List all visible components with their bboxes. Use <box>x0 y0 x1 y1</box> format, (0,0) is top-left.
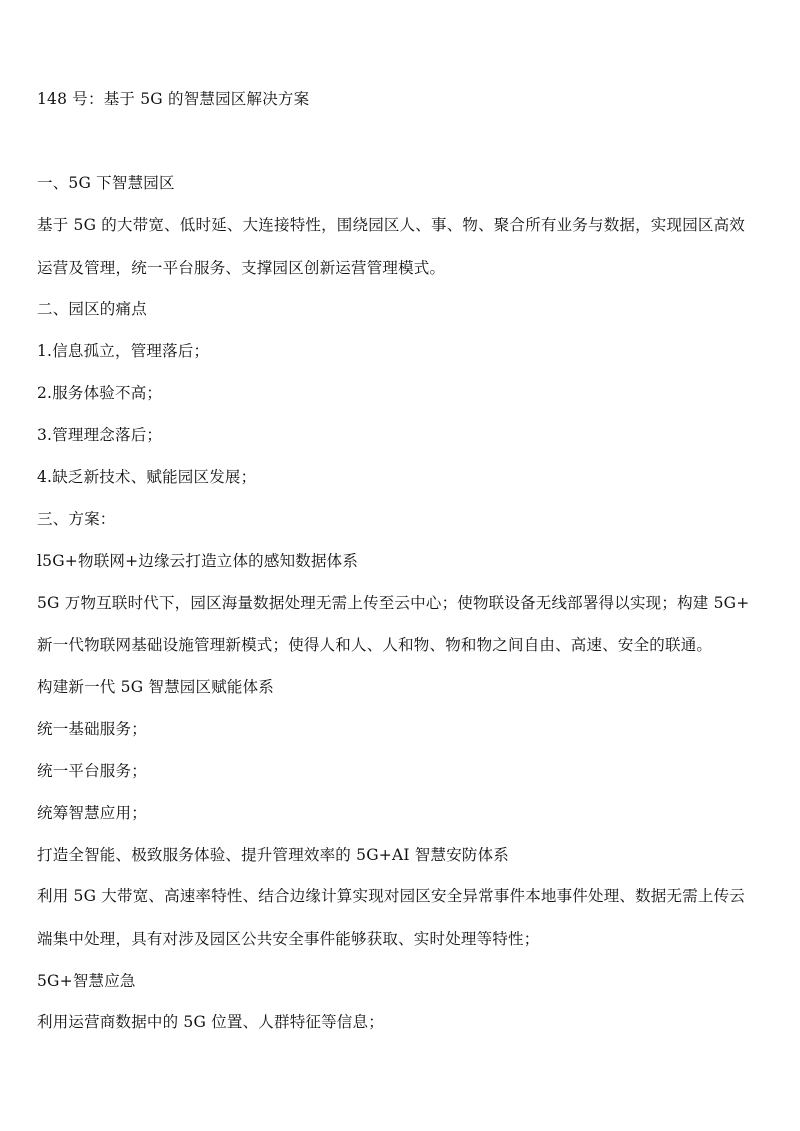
document-title: 148 号：基于 5G 的智慧园区解决方案 <box>37 90 310 108</box>
pain-point-item-4: 4.缺乏新技术、赋能园区发展； <box>37 468 257 486</box>
section-1-paragraph-line-1: 基于 5G 的大带宽、低时延、大连接特性，围绕园区人、事、物、聚合所有业务与数据，实现园区高效 <box>37 216 746 234</box>
subsection-3-line-2: 端集中处理，具有对涉及园区公共安全事件能够获取、实时处理等特性； <box>37 930 540 948</box>
subsection-title-3: 打造全智能、极致服务体验、提升管理效率的 5G+AI 智慧安防体系 <box>37 846 510 864</box>
pain-point-item-1: 1.信息孤立，管理落后； <box>37 342 210 360</box>
subsection-title-2: 构建新一代 5G 智慧园区赋能体系 <box>37 678 274 696</box>
subsection-1-line-1: 5G 万物互联时代下，园区海量数据处理无需上传至云中心；使物联设备无线部署得以实现；构建 5G+ <box>37 594 750 612</box>
section-heading-3: 三、方案： <box>37 510 116 528</box>
section-1-paragraph-line-2: 运营及管理，统一平台服务、支撑园区创新运营管理模式。 <box>37 259 446 277</box>
subsection-2-line-2: 统一平台服务； <box>37 762 147 780</box>
subsection-3-line-1: 利用 5G 大带宽、高速率特性、结合边缘计算实现对园区安全异常事件本地事件处理、数据无需上传云 <box>37 887 746 905</box>
subsection-title-4: 5G+智慧应急 <box>37 972 136 990</box>
subsection-2-line-3: 统筹智慧应用； <box>37 804 147 822</box>
subsection-2-line-1: 统一基础服务； <box>37 720 147 738</box>
subsection-1-line-2: 新一代物联网基础设施管理新模式；使得人和人、人和物、物和物之间自由、高速、安全的联通。 <box>37 636 713 654</box>
subsection-title-1: l5G+物联网+边缘云打造立体的感知数据体系 <box>37 552 359 570</box>
subsection-4-line-1: 利用运营商数据中的 5G 位置、人群特征等信息； <box>37 1013 384 1031</box>
section-heading-2: 二、园区的痛点 <box>37 300 147 318</box>
pain-point-item-3: 3.管理理念落后； <box>37 426 163 444</box>
pain-point-item-2: 2.服务体验不高； <box>37 384 163 402</box>
section-heading-1: 一、5G 下智慧园区 <box>37 174 175 192</box>
